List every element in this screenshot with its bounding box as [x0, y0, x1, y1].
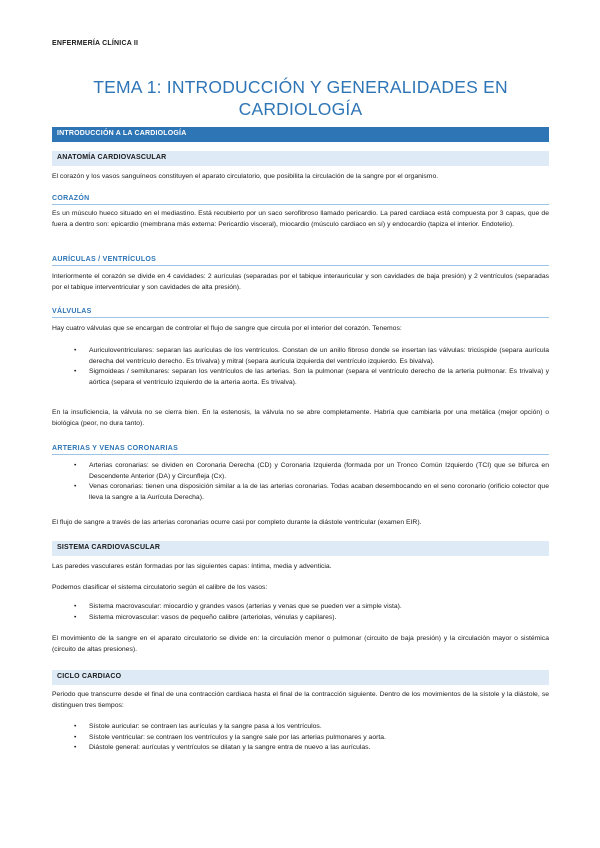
ciclo-intro: Periodo que transcurre desde el final de una contracción cardiaca hasta el final de la contracción siguiente. Dentro de los movimientos de la sístole y la diástole, se distinguen tres tiempos: [52, 691, 549, 709]
list-item: • Sistema macrovascular: miocardio y grandes vasos (arterias y venas que se pueden ver a simple vista). [52, 602, 549, 613]
valvulas-intro: Hay cuatro válvulas que se encargan de controlar el flujo de sangre que circula por el interior del corazón. Tenemos: [52, 325, 402, 332]
arterias-list [52, 461, 549, 504]
section-sistema-heading: SISTEMA CARDIOVASCULAR [52, 541, 549, 556]
sistema-paragraph-1: Las paredes vasculares están formadas por las siguientes capas: íntima, media y adventicia. [52, 563, 332, 570]
corazon-heading: CORAZÓN [52, 195, 549, 205]
corazon-paragraph: Es un músculo hueco situado en el mediastino. Está recubierto por un saco serofibroso llamado pericardio. La pared cardiaca está compuesta por 3 capas, que de fuera a dentro son: epicardio (membrana más externa: Pericardio visceral), miocardio (músculo cardiaco en sí) y endocardio (tapiza el interior. Endotelio). [52, 210, 549, 228]
auriculas-paragraph: Interiormente el corazón se divide en 4 cavidades: 2 aurículas (separadas por el tabique interauricular y son cavidades de baja presión) y 2 ventrículos (separadas por el tabique interventricular y son cavidades de alta presión). [52, 273, 549, 291]
list-item: • Sigmoideas / semilunares: separan los ventrículos de las arterias. Son la pulmonar (separa el ventrículo derecho de la arteria pulmonar. Es trivalva) y aórtica (separa el ventrículo izquierdo de la arteria aorta. Es trivalva). [52, 367, 549, 388]
section-anatomia-heading: ANATOMÍA CARDIOVASCULAR [52, 151, 549, 166]
list-item: • Sístole ventricular: se contraen los ventrículos y la sangre sale por las arterias pulmonares y aorta. [52, 733, 549, 744]
anatomia-paragraph: El corazón y los vasos sanguíneos constituyen el aparato circulatorio, que posibilita la circulación de la sangre por el organismo. [52, 173, 439, 180]
valvulas-note: En la insuficiencia, la válvula no se cierra bien. En la estenosis, la válvula no se abre completamente. Habría que cambiarla por una metálica (mejor opción) o biológica (peor, no dura tanto). [52, 409, 549, 427]
valvulas-list [52, 346, 549, 389]
list-item: • Diástole general: aurículas y ventrículos se dilatan y la sangre entra de nuevo a las aurículas. [52, 743, 549, 754]
course-header: ENFERMERÍA CLÍNICA II [52, 40, 139, 47]
section-ciclo-heading: CICLO CARDIACO [52, 670, 549, 685]
page-title [52, 76, 549, 120]
list-item: • Auriculoventriculares: separan las aurículas de los ventrículos. Constan de un anillo fibroso donde se insertan las válvulas: tricúspide (separa aurícula derecha del ventrículo derecho. Es trivalva) y mitral (separa aurícula izquierda del ventrículo izquierdo. Es bivalva). [52, 346, 549, 367]
sistema-paragraph-2: Podemos clasificar el sistema circulatorio según el calibre de los vasos: [52, 584, 268, 591]
list-item: • Sistema microvascular: vasos de pequeño calibre (arteriolas, vénulas y capilares). [52, 613, 549, 624]
title-line-1: TEMA 1: INTRODUCCIÓN Y GENERALIDADES EN [93, 77, 508, 97]
section-intro-heading: INTRODUCCIÓN A LA CARDIOLOGÍA [52, 127, 549, 142]
arterias-note: El flujo de sangre a través de las arterias coronarias ocurre casi por completo durante la diástole ventricular (examen EIR). [52, 519, 422, 526]
sistema-list [52, 602, 549, 623]
valvulas-heading: VÁLVULAS [52, 308, 549, 318]
list-item: • Sístole auricular: se contraen las aurículas y la sangre pasa a los ventrículos. [52, 722, 549, 733]
auriculas-heading: AURÍCULAS / VENTRÍCULOS [52, 256, 549, 266]
title-line-2: CARDIOLOGÍA [238, 99, 363, 119]
list-item: • Venas coronarias: tienen una disposición similar a la de las arterias coronarias. Todas acaban desembocando en el seno coronario (orificio colector que lleva la sangre a la Aurícula Derecha). [52, 482, 549, 503]
arterias-heading: ARTERIAS Y VENAS CORONARIAS [52, 445, 549, 455]
list-item: • Arterias coronarias: se dividen en Coronaria Derecha (CD) y Coronaria Izquierda (formada por un Tronco Común Izquierdo (TCI) que se bifurca en Descendente Anterior (DA) y Circunfleja (Cx). [52, 461, 549, 482]
sistema-paragraph-3: El movimiento de la sangre en el aparato circulatorio se divide en: la circulación menor o pulmonar (circuito de baja presión) y la circulación mayor o sistémica (circuito de altas presiones). [52, 635, 549, 653]
ciclo-list [52, 722, 549, 754]
